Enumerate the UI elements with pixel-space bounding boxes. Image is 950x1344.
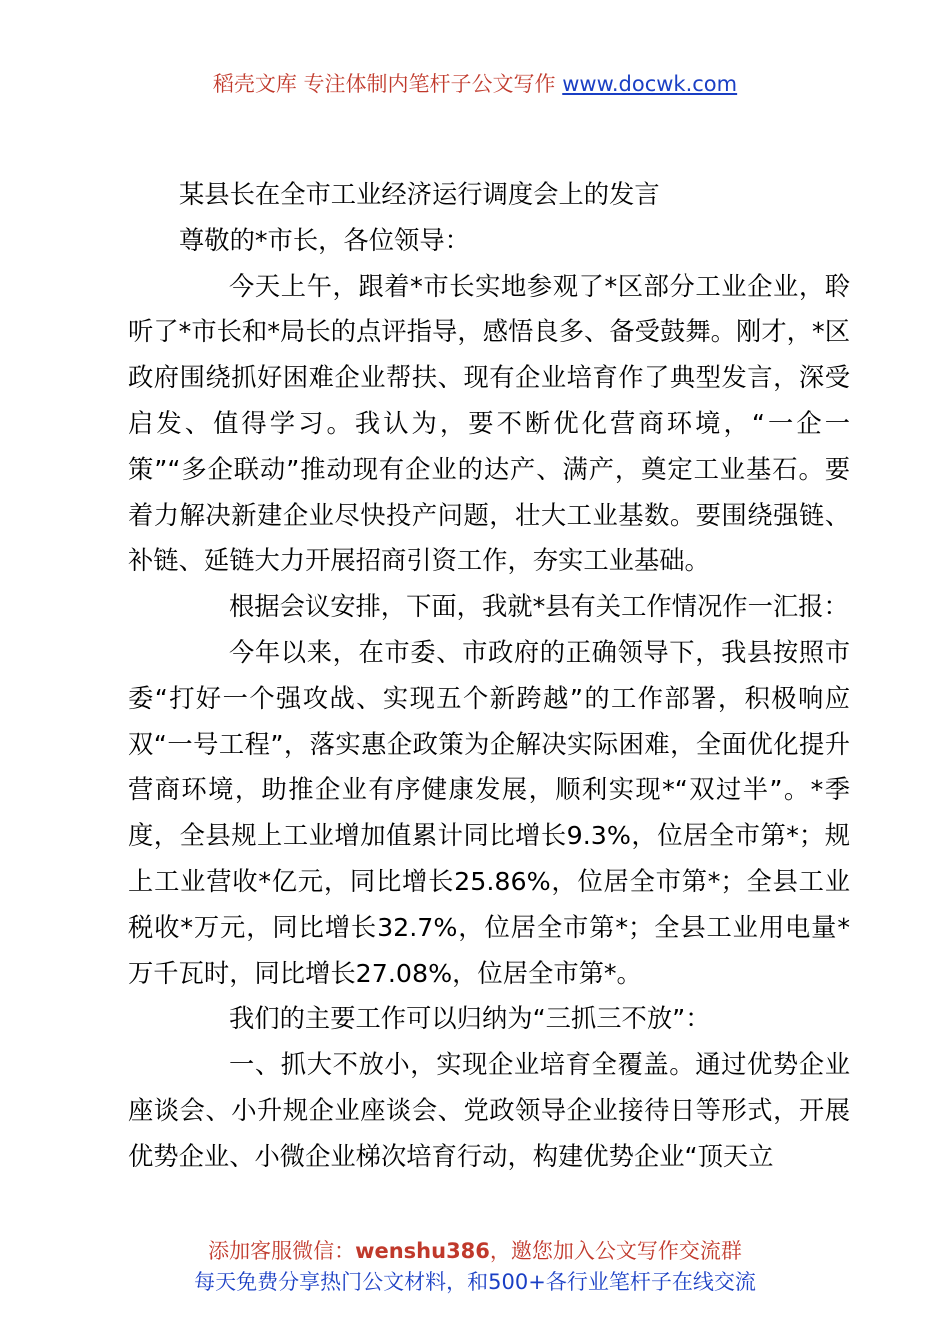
- document-salutation: 尊敬的*市长，各位领导：: [179, 225, 470, 255]
- footer-wechat-suffix: ，邀您加入公文写作交流群: [489, 1239, 742, 1263]
- paragraph-performance: 今年以来，在市委、市政府的正确领导下，我县按照市委“打好一个强攻战、实现五个新跨越”的工作部署，积极响应双“一号工程”，落实惠企政策为企解决实际困难，全面优化提升营商环境，助推企业有序健康发展，顺利实现*“双过半”。*季度，全县规上工业增加值累计同比增长9.3%，位居全市第*；规上工业营收*亿元，同比增长25.86%，位居全市第*；全县工业税收*万元，同比增长32.7%，位居全市第*；全县工业用电量*万千瓦时，同比增长27.08%，位居全市第*。: [128, 637, 850, 988]
- paragraph-report-intro: 根据会议安排，下面，我就*县有关工作情况作一汇报：: [229, 592, 849, 622]
- footer-wechat-id: wenshu386: [355, 1239, 490, 1263]
- header-url-link[interactable]: www.docwk.com: [562, 72, 738, 96]
- footer-line-2: 每天免费分享热门公文材料，和500+各行业笔杆子在线交流: [194, 1270, 756, 1294]
- promo-footer: [0, 1236, 950, 1298]
- document-title: 某县长在全市工业经济运行调度会上的发言: [179, 180, 660, 209]
- watermark-header: [0, 68, 950, 100]
- footer-line-1: [0, 1236, 950, 1267]
- paragraph-summary: 我们的主要工作可以归纳为“三抓三不放”：: [229, 1004, 711, 1034]
- header-brand-text: 稻壳文库 专注体制内笔杆子公文写作: [212, 72, 556, 96]
- paragraph-point-one: 一、抓大不放小，实现企业培育全覆盖。通过优势企业座谈会、小升规企业座谈会、党政领导企业接待日等形式，开展优势企业、小微企业梯次培育行动，构建优势企业“顶天立: [128, 1050, 850, 1171]
- paragraph-intro: 今天上午，跟着*市长实地参观了*区部分工业企业，聆听了*市长和*局长的点评指导，感悟良多、备受鼓舞。刚才，*区政府围绕抓好困难企业帮扶、现有企业培育作了典型发言，深受启发、值得学习。我认为，要不断优化营商环境，“一企一策”“多企联动”推动现有企业的达产、满产，奠定工业基石。要着力解决新建企业尽快投产问题，壮大工业基数。要围绕强链、补链、延链大力开展招商引资工作，夯实工业基础。: [128, 271, 850, 576]
- document-body: [128, 172, 850, 1180]
- footer-wechat-prefix: 添加客服微信：: [208, 1239, 356, 1263]
